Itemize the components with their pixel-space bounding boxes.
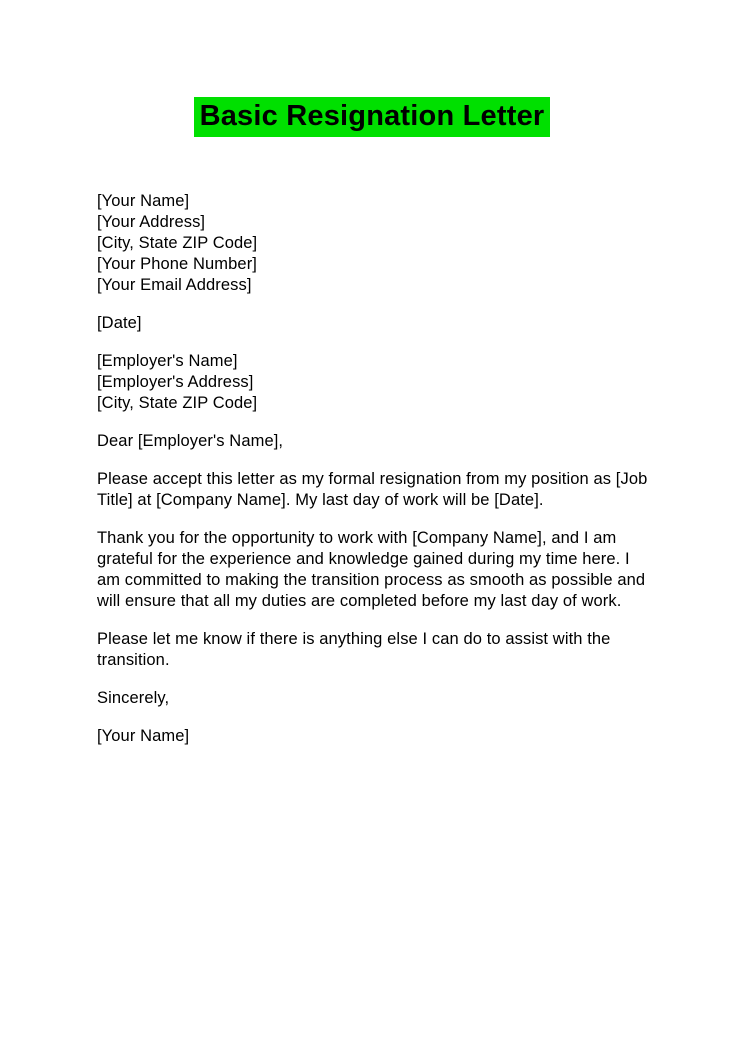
paragraph-gratitude: Thank you for the opportunity to work with [Company Name], and I am grateful for the experience and knowledge gained during my time here. I am committed to making the transition process as smooth as possible and will ensure that all my duties are completed before my last day of work. bbox=[97, 529, 646, 610]
date-line: [Date] bbox=[97, 314, 142, 332]
title-row bbox=[0, 0, 744, 137]
letter-body bbox=[97, 191, 649, 747]
sender-name-line: [Your Name] bbox=[97, 192, 190, 210]
sender-address-block bbox=[97, 191, 649, 296]
recipient-name-line: [Employer's Name] bbox=[97, 352, 238, 370]
signature-name: [Your Name] bbox=[97, 727, 190, 745]
recipient-city-line: [City, State ZIP Code] bbox=[97, 394, 258, 412]
recipient-address-block bbox=[97, 351, 649, 414]
salutation: Dear [Employer's Name], bbox=[97, 432, 284, 450]
closing: Sincerely, bbox=[97, 689, 170, 707]
sender-address-line: [Your Address] bbox=[97, 213, 206, 231]
recipient-address-line: [Employer's Address] bbox=[97, 373, 254, 391]
sender-email-line: [Your Email Address] bbox=[97, 276, 252, 294]
sender-city-line: [City, State ZIP Code] bbox=[97, 234, 258, 252]
paragraph-resignation: Please accept this letter as my formal resignation from my position as [Job Title] at [Company Name]. My last day of work will be [Date]. bbox=[97, 470, 648, 509]
sender-phone-line: [Your Phone Number] bbox=[97, 255, 257, 273]
paragraph-assistance: Please let me know if there is anything else I can do to assist with the transition. bbox=[97, 630, 611, 669]
date-block bbox=[97, 313, 649, 334]
page-title: Basic Resignation Letter bbox=[194, 97, 551, 137]
